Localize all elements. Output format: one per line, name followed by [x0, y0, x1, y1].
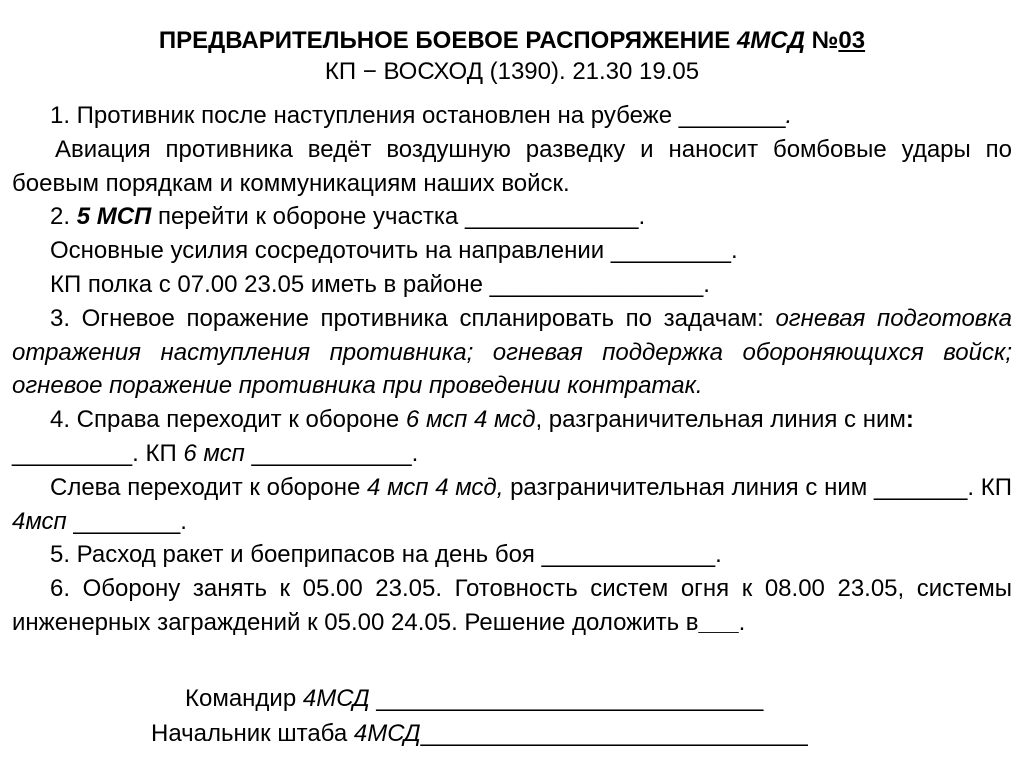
p4-left-cp-blank: ________.: [66, 507, 187, 535]
p4-right-cp-blank: ____________.: [244, 439, 419, 467]
commander-signature: [185, 684, 763, 714]
chief-of-staff-signature: [151, 719, 808, 749]
chief-unit: 4МСД: [353, 720, 421, 747]
p2-text: перейти к обороне участка _____________.: [151, 203, 646, 231]
document-subtitle: КП − ВОСХОД (1390). 21.30 19.05: [324, 58, 700, 85]
p4-left-cp-unit: 4мсп: [12, 507, 67, 535]
p4-left-boundary: разграничительная линия с ним _______. КП: [503, 473, 1012, 501]
paragraph-3: [12, 302, 1012, 403]
paragraph-6: [12, 572, 1012, 640]
p2-number: 2.: [50, 203, 77, 231]
document-body: [12, 99, 1012, 640]
p6-report-blank: ___: [698, 608, 739, 636]
paragraph-4-left: [12, 471, 1012, 539]
chief-signature-line: _____________________________: [420, 720, 808, 747]
p4-right-cp-unit: 6 мсп: [183, 439, 245, 467]
p4-right-colon: :: [905, 406, 914, 434]
paragraph-2-command-post: КП полка с 07.00 23.05 иметь в районе ________________.: [50, 270, 710, 298]
paragraph-2-effort: Основные усилия сосредоточить на направлении _________.: [50, 237, 738, 265]
paragraph-1-aviation: Авиация противника ведёт воздушную разведку и наносит бомбовые удары по боевым порядкам и коммуникациям наших войск.: [12, 135, 1012, 197]
p4-left-unit: 4 мсп 4 мсд,: [367, 473, 504, 501]
title-number-sign: №: [804, 27, 839, 54]
p6-text: 6. Оборону занять к 05.00 23.05. Готовность систем огня к 08.00 23.05, системы инженерных заграждений к 05.00 24.05. Решение доложить в: [12, 575, 1012, 636]
p1-text: 1. Противник после наступления остановлен на рубеже ________: [50, 102, 786, 129]
p4-right-blank: _________. КП: [12, 439, 184, 467]
commander-label: Командир: [185, 685, 303, 712]
p3-text: 3. Огневое поражение противника спланировать по задачам:: [50, 304, 776, 332]
p1-period: .: [785, 102, 793, 129]
commander-signature-line: _____________________________: [369, 685, 764, 712]
title-main: ПРЕДВАРИТЕЛЬНОЕ БОЕВОЕ РАСПОРЯЖЕНИЕ: [158, 27, 737, 54]
paragraph-5: 5. Расход ракет и боеприпасов на день боя _____________.: [50, 541, 722, 569]
title-unit: 4МСД: [736, 27, 805, 54]
paragraph-1-line-1: [12, 99, 1012, 133]
p4-right-unit: 6 мсп 4 мсд: [405, 406, 536, 434]
chief-label: Начальник штаба: [151, 720, 354, 747]
p6-period: .: [738, 608, 746, 636]
paragraph-2: [12, 200, 1012, 234]
title-number: 03: [838, 27, 866, 54]
document-title: [0, 26, 1024, 56]
commander-unit: 4МСД: [302, 685, 370, 712]
p2-unit: 5 МСП: [76, 203, 152, 231]
p4-right-text: 4. Справа переходит к обороне: [50, 406, 406, 434]
p4-right-boundary: , разграничительная линия с ним: [535, 406, 906, 434]
p3-fire-tasks: огневая подготовка отражения наступления противника; огневая поддержка обороняющихся войск; огневое поражение противника при проведении контратак.: [12, 304, 1012, 400]
paragraph-4-right: [12, 403, 1012, 471]
p4-left-text: Слева переходит к обороне: [50, 473, 368, 501]
